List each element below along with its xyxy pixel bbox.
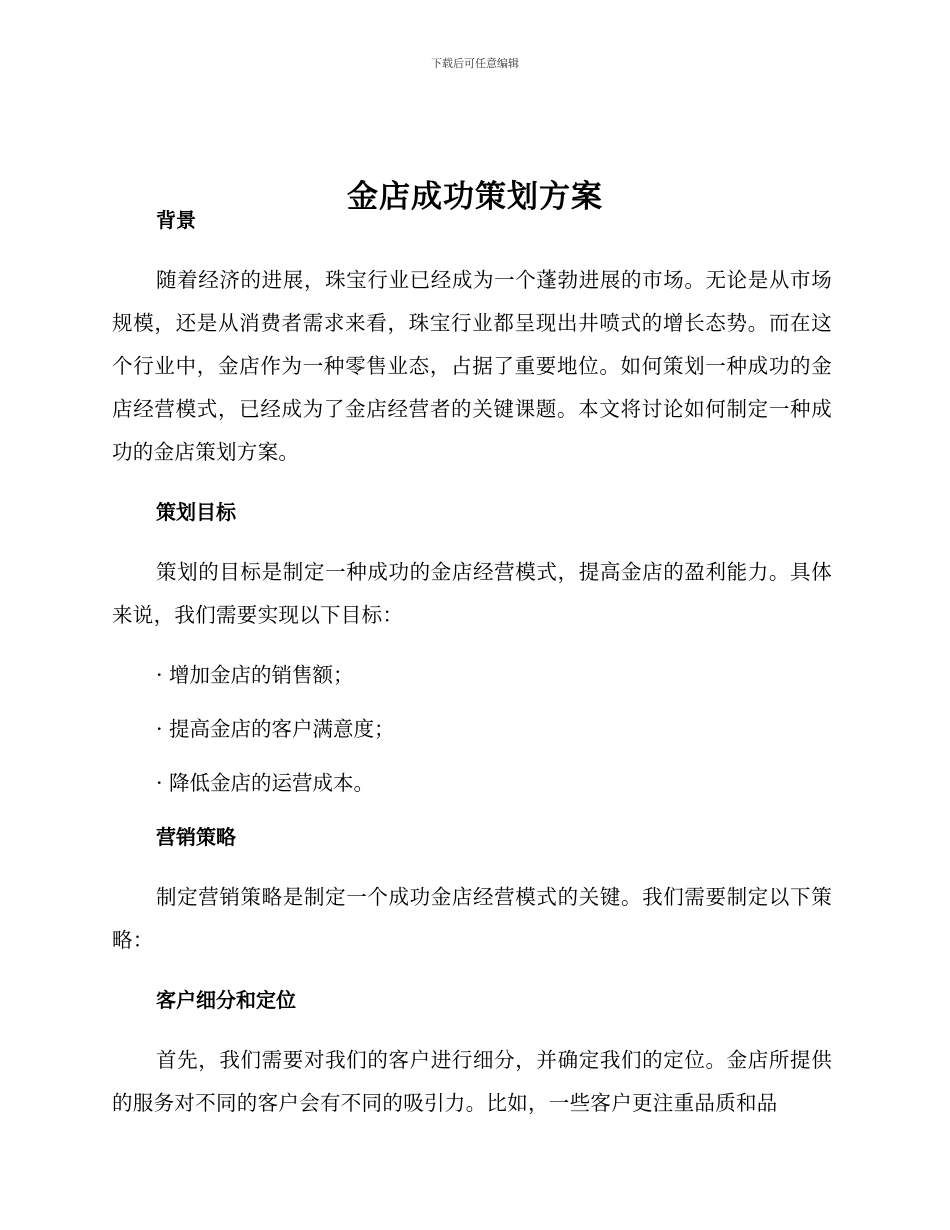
goals-paragraph: 策划的目标是制定一种成功的金店经营模式，提高金店的盈利能力。具体来说，我们需要实现以下目标：: [112, 560, 832, 627]
section-heading-segmentation: 客户细分和定位: [156, 988, 296, 1012]
section-heading-marketing: 营销策略: [156, 825, 236, 849]
segmentation-paragraph: 首先，我们需要对我们的客户进行细分，并确定我们的定位。金店所提供的服务对不同的客户会有不同的吸引力。比如，一些客户更注重品质和品: [112, 1048, 832, 1115]
section-heading-background: 背景: [156, 208, 196, 232]
goal-bullet-item: · 降低金店的运营成本。: [156, 771, 375, 795]
section-heading-goals: 策划目标: [156, 500, 236, 524]
goal-bullet-item: · 增加金店的销售额；: [156, 663, 354, 687]
header-note: 下载后可任意编辑: [431, 57, 519, 70]
goal-bullet-item: · 提高金店的客户满意度；: [156, 717, 395, 741]
marketing-paragraph: 制定营销策略是制定一个成功金店经营模式的关键。我们需要制定以下策略：: [112, 885, 832, 952]
background-paragraph: 随着经济的进展，珠宝行业已经成为一个蓬勃进展的市场。无论是从市场规模，还是从消费者需求来看，珠宝行业都呈现出井喷式的增长态势。而在这个行业中，金店作为一种零售业态，占据了重要地位。如何策划一种成功的金店经营模式，已经成为了金店经营者的关键课题。本文将讨论如何制定一种成功的金店策划方案。: [112, 268, 832, 464]
document-body: [112, 204, 832, 1125]
document-title: 金店成功策划方案: [347, 178, 603, 215]
